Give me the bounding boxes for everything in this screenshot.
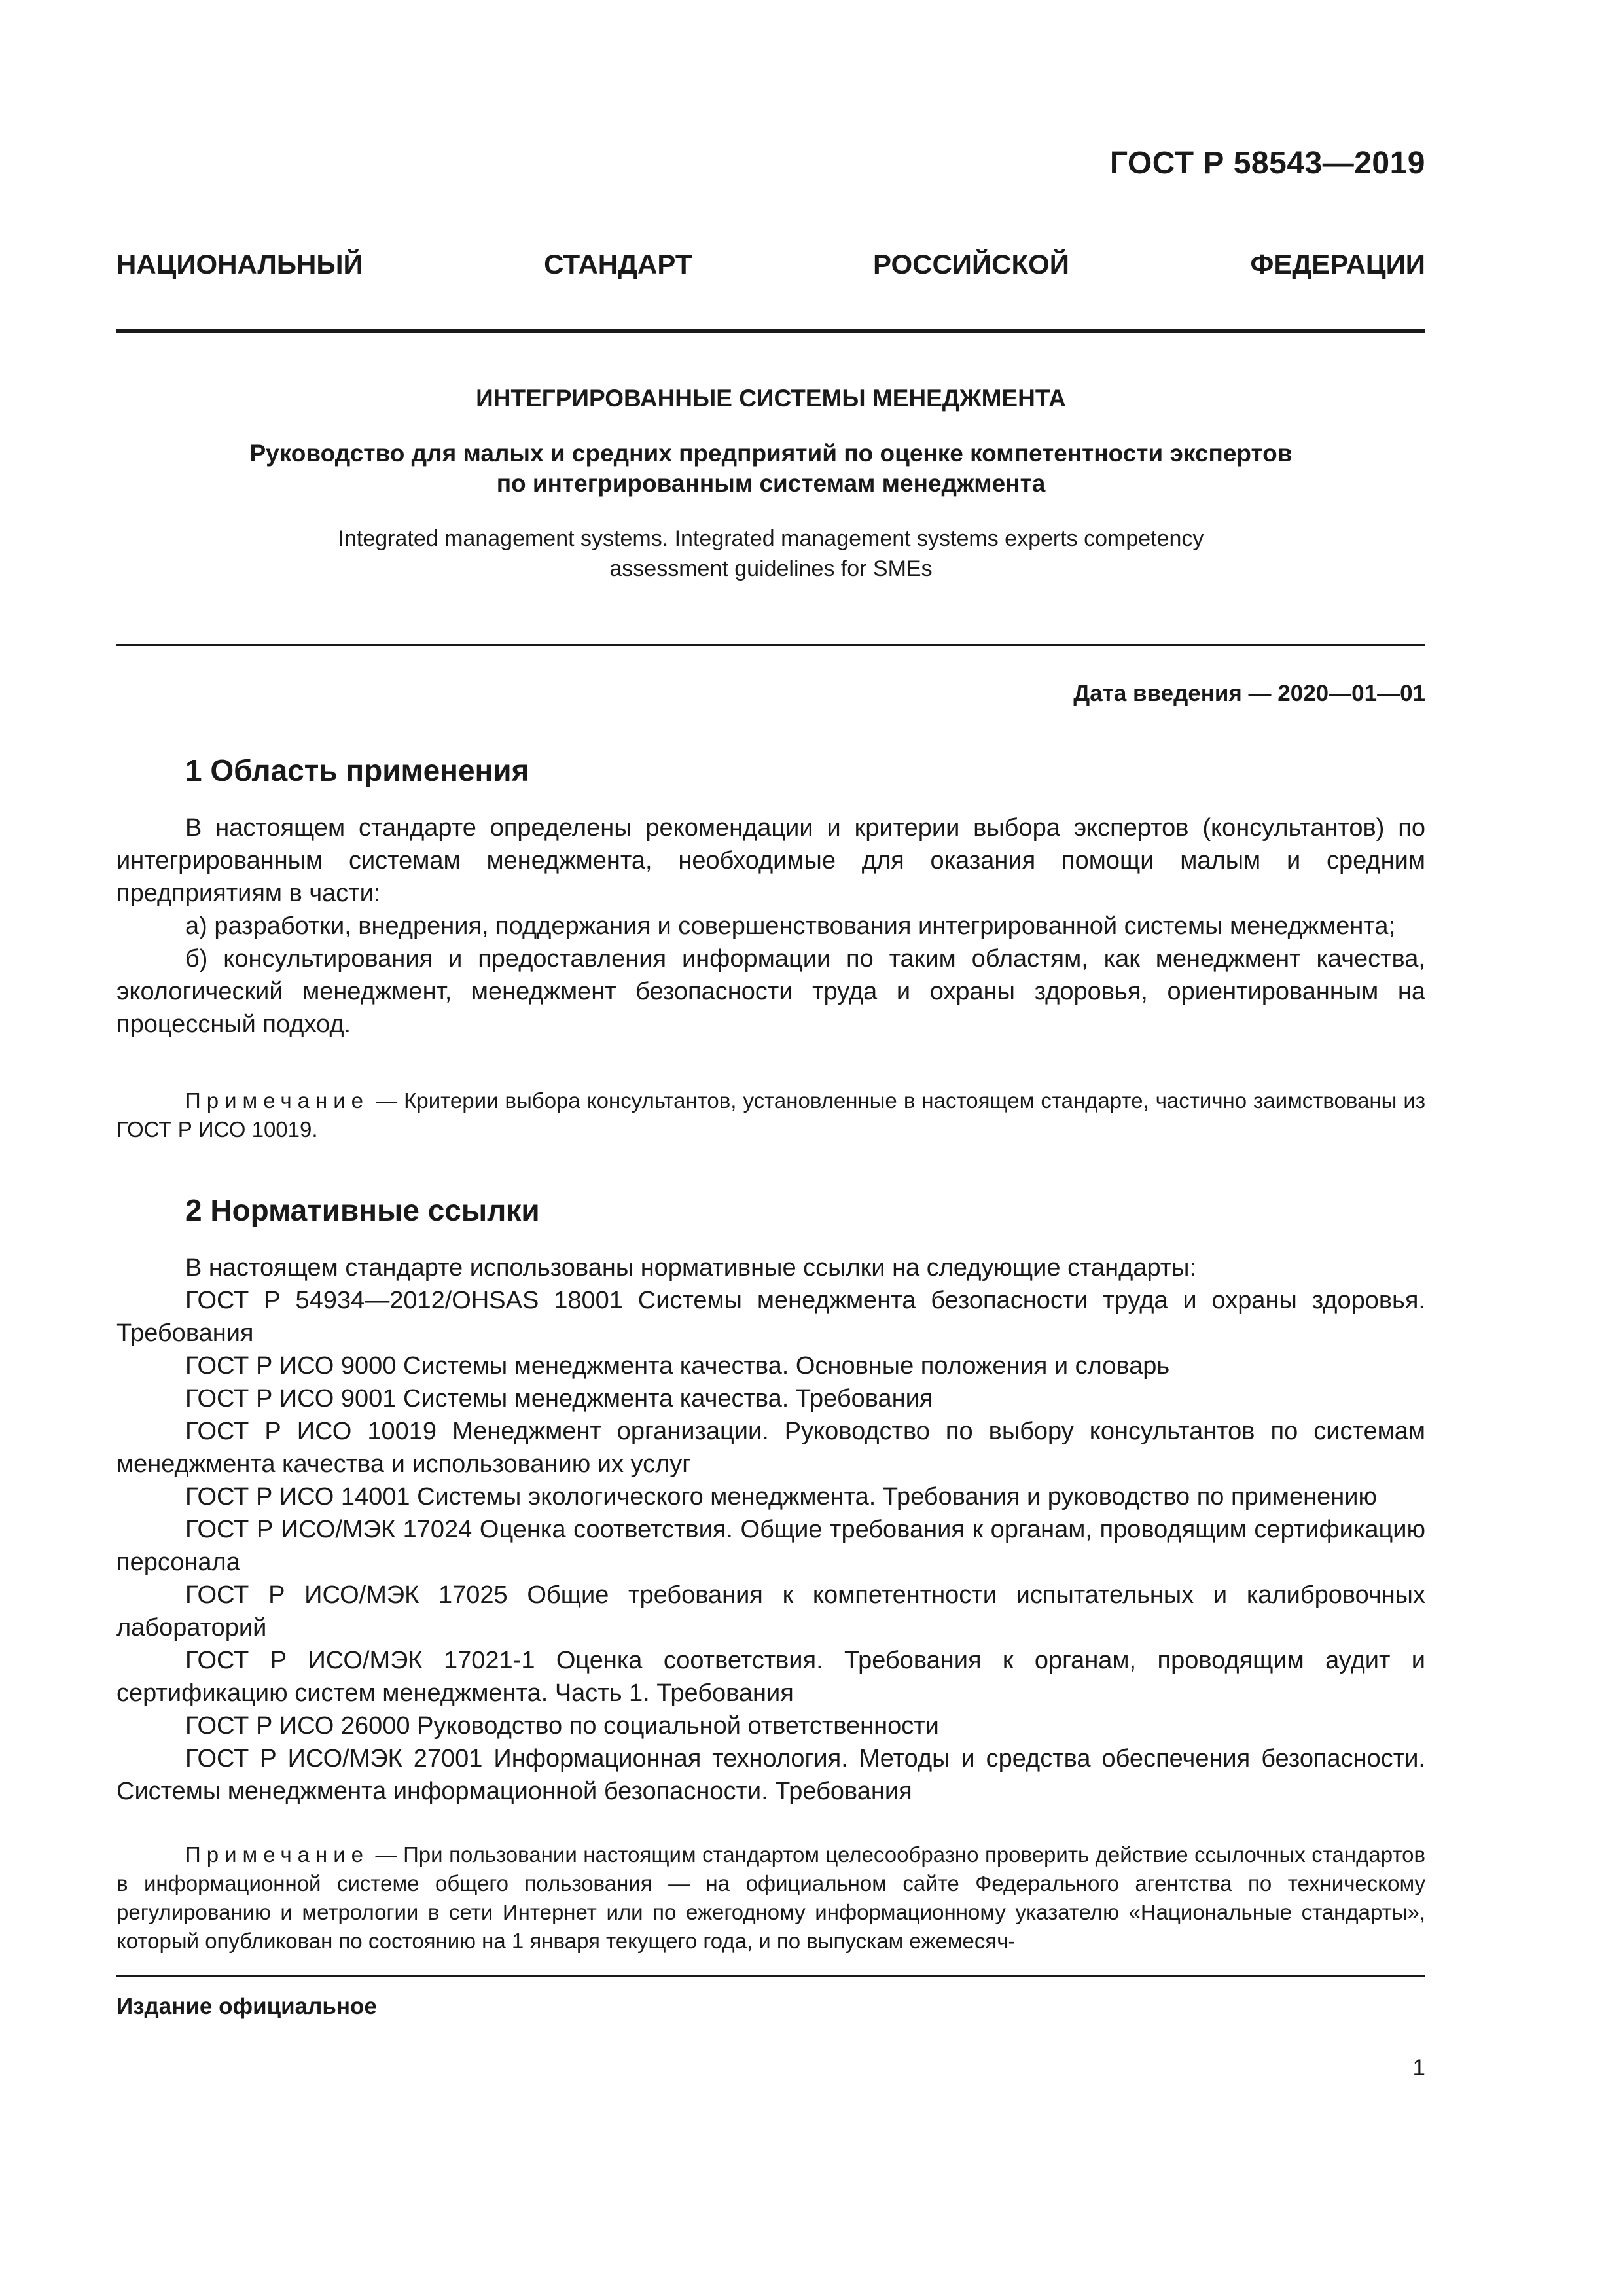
reference-item: ГОСТ Р ИСО 9001 Системы менеджмента качества. Требования bbox=[185, 1385, 933, 1412]
section-2-body bbox=[116, 1251, 1425, 1808]
paragraph: В настоящем стандарте использованы нормативные ссылки на следующие стандарты: bbox=[185, 1254, 1197, 1282]
subtitle-line-2: по интегрированным системам менеджмента bbox=[496, 470, 1046, 497]
section-1-heading: 1 Область применения bbox=[185, 753, 529, 787]
footer-divider bbox=[116, 1975, 1425, 1977]
paragraph: а) разработки, внедрения, поддержания и совершенствования интегрированной системы менеджмента; bbox=[185, 912, 1396, 940]
reference-item: ГОСТ Р ИСО/МЭК 17021-1 Оценка соответствия. Требования к органам, проводящим аудит и сертификацию систем менеджмента. Часть 1. Требования bbox=[116, 1647, 1425, 1707]
document-title: ИНТЕГРИРОВАННЫЕ СИСТЕМЫ МЕНЕДЖМЕНТА bbox=[476, 385, 1066, 412]
reference-item: ГОСТ Р ИСО/МЭК 17024 Оценка соответствия. Общие требования к органам, проводящим сертификацию персонала bbox=[116, 1516, 1425, 1576]
note-text: — При пользовании настоящим стандартом целесообразно проверить действие ссылочных стандартов в информационной системе общего пользования — на официальном сайте Федерального агентства по техническому регулированию и метрологии в сети Интернет или по ежегодному информационному указателю «Национальные стандарты», который опубликован по состоянию на 1 января текущего года, и по выпускам ежемесяч- bbox=[116, 1842, 1425, 1953]
english-title bbox=[116, 524, 1425, 584]
section-2-heading: 2 Нормативные ссылки bbox=[185, 1193, 540, 1227]
reference-item: ГОСТ Р ИСО 26000 Руководство по социальной ответственности bbox=[185, 1712, 939, 1740]
edition-label: Издание официальное bbox=[116, 1994, 377, 2019]
english-title-line-1: Integrated management systems. Integrated management systems experts competency bbox=[338, 526, 1204, 551]
document-number: ГОСТ Р 58543—2019 bbox=[1109, 146, 1425, 181]
document-subtitle bbox=[116, 439, 1425, 499]
section-1-body bbox=[116, 812, 1425, 1041]
page-number: 1 bbox=[1412, 2055, 1425, 2081]
english-title-line-2: assessment guidelines for SMEs bbox=[609, 556, 933, 581]
reference-item: ГОСТ Р ИСО 9000 Системы менеджмента качества. Основные положения и словарь bbox=[185, 1352, 1170, 1380]
reference-item: ГОСТ Р ИСО/МЭК 27001 Информационная технология. Методы и средства обеспечения безопасности. Системы менеджмента информационной безопасности. Требования bbox=[116, 1745, 1425, 1805]
introduction-date: Дата введения — 2020—01—01 bbox=[1073, 681, 1425, 706]
paragraph: б) консультирования и предоставления информации по таким областям, как менеджмент качества, экологический менеджмент, менеджмент безопасности труда и охраны здоровья, ориентированным на процессный подход. bbox=[116, 945, 1425, 1038]
note-label: Примечание bbox=[185, 1842, 370, 1867]
paragraph: В настоящем стандарте определены рекомендации и критерии выбора экспертов (консультантов) по интегрированным системам менеджмента, необходимые для оказания помощи малым и средним предприятиям в части: bbox=[116, 814, 1425, 907]
note-label: Примечание bbox=[185, 1088, 370, 1113]
reference-item: ГОСТ Р ИСО 10019 Менеджмент организации. Руководство по выбору консультантов по системам менеджмента качества и использованию их услуг bbox=[116, 1418, 1425, 1478]
note-text: — Критерии выбора консультантов, установленные в настоящем стандарте, частично заимствованы из ГОСТ Р ИСО 10019. bbox=[116, 1088, 1425, 1141]
subtitle-line-1: Руководство для малых и средних предприятий по оценке компетентности экспертов bbox=[249, 440, 1293, 467]
section-2-note bbox=[116, 1840, 1425, 1956]
header-divider bbox=[116, 329, 1425, 333]
reference-item: ГОСТ Р 54934—2012/OHSAS 18001 Системы менеджмента безопасности труда и охраны здоровья. Требования bbox=[116, 1287, 1425, 1347]
reference-item: ГОСТ Р ИСО 14001 Системы экологического менеджмента. Требования и руководство по применению bbox=[185, 1483, 1378, 1511]
title-divider bbox=[116, 644, 1425, 646]
reference-item: ГОСТ Р ИСО/МЭК 17025 Общие требования к компетентности испытательных и калибровочных лабораторий bbox=[116, 1581, 1425, 1641]
section-1-note bbox=[116, 1086, 1425, 1144]
national-standard-banner: НАЦИОНАЛЬНЫЙ СТАНДАРТ РОССИЙСКОЙ ФЕДЕРАЦИИ bbox=[116, 249, 1425, 279]
